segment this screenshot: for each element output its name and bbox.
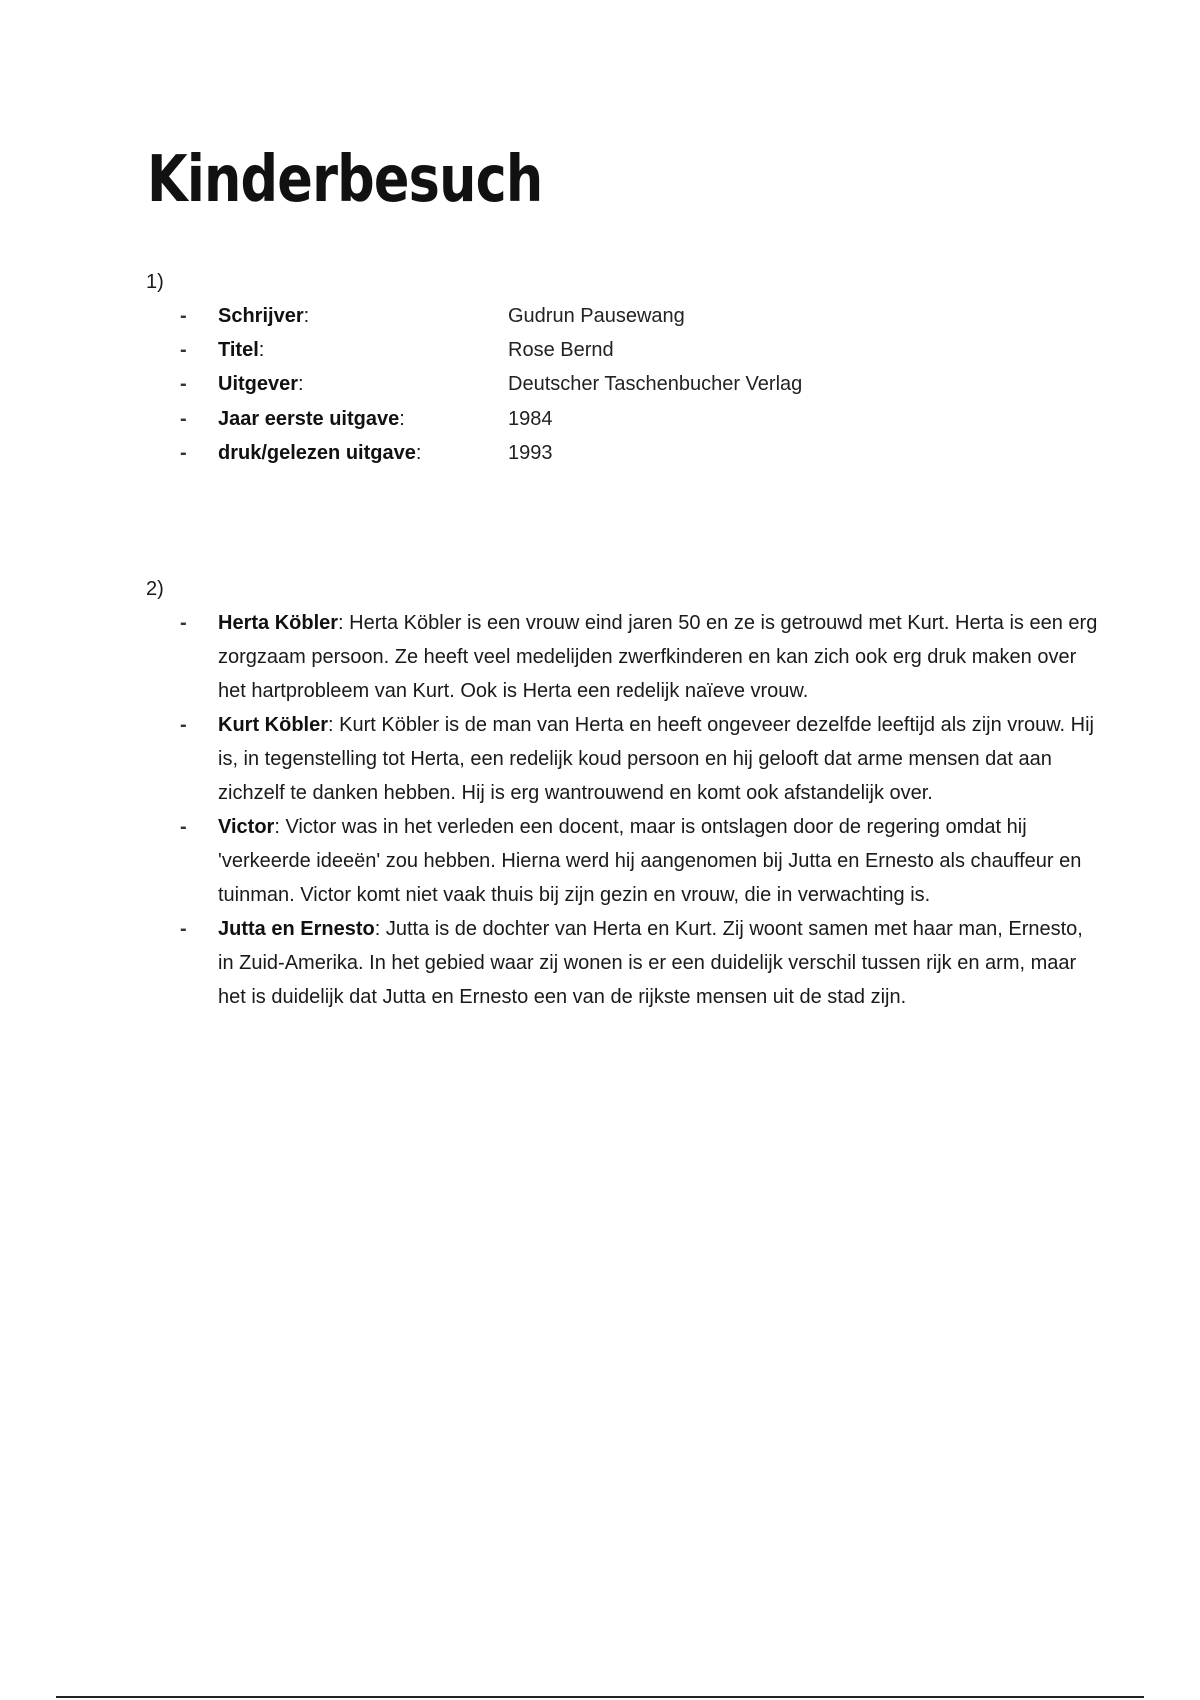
book-info-row-first-edition <box>180 402 1080 436</box>
character-name: Victor <box>218 816 275 838</box>
list-dash: - <box>180 612 187 634</box>
character-name: Herta Köbler <box>218 612 339 634</box>
section-2-number: 2) <box>146 578 164 600</box>
book-info-list <box>180 299 1080 470</box>
character-list <box>180 606 1100 1014</box>
character-description: Jutta en Ernesto: Jutta is de dochter van Herta en Kurt. Zij woont samen met haar man, Ernesto, in Zuid-Amerika. In het gebied waar zij wonen is er een duidelijk verschil tussen rijk en arm, maar het is duidelijk dat Jutta en Ernesto een van de rijkste mensen uit de stad zijn. <box>218 918 1083 1008</box>
list-dash: - <box>180 441 187 464</box>
character-item-herta <box>180 606 1100 708</box>
bottom-divider <box>56 1696 1144 1698</box>
section-1-number: 1) <box>146 271 164 293</box>
list-dash: - <box>180 918 187 940</box>
book-info-label: druk/gelezen uitgave: <box>218 441 422 464</box>
page-title: Kinderbesuch <box>147 143 543 217</box>
book-info-row-title <box>180 333 1080 367</box>
character-description: Herta Köbler: Herta Köbler is een vrouw eind jaren 50 en ze is getrouwd met Kurt. Herta is een erg zorgzaam persoon. Ze heeft veel medelijden zwerfkinderen en kan zich ook erg druk maken over het hartprobleem van Kurt. Ook is Herta een redelijk naïeve vrouw. <box>218 612 1098 702</box>
list-dash: - <box>180 339 187 362</box>
character-item-jutta-ernesto <box>180 912 1100 1014</box>
book-info-label: Schrijver: <box>218 305 310 327</box>
list-dash: - <box>180 373 187 396</box>
character-description: Kurt Köbler: Kurt Köbler is de man van Herta en heeft ongeveer dezelfde leeftijd als zijn vrouw. Hij is, in tegenstelling tot Herta, een redelijk koud persoon en hij gelooft dat arme mensen dat aan zichzelf te danken hebben. Hij is erg wantrouwend en komt ook afstandelijk over. <box>218 714 1094 804</box>
book-info-value: Gudrun Pausewang <box>508 305 685 327</box>
list-dash: - <box>180 407 187 430</box>
list-dash: - <box>180 816 187 838</box>
book-info-value: 1984 <box>508 407 553 430</box>
character-item-victor <box>180 810 1100 912</box>
book-info-label: Uitgever: <box>218 373 304 396</box>
book-info-row-author <box>180 299 1080 333</box>
character-name: Jutta en Ernesto <box>218 918 375 940</box>
book-info-label: Jaar eerste uitgave: <box>218 407 405 430</box>
book-info-value: Rose Bernd <box>508 339 614 362</box>
book-info-row-edition-read <box>180 436 1080 470</box>
book-info-value: Deutscher Taschenbucher Verlag <box>508 373 803 396</box>
character-name: Kurt Köbler <box>218 714 328 736</box>
list-dash: - <box>180 305 187 327</box>
character-description: Victor: Victor was in het verleden een docent, maar is ontslagen door de regering omdat hij 'verkeerde ideeën' zou hebben. Hierna werd hij aangenomen bij Jutta en Ernesto als chauffeur en tuinman. Victor komt niet vaak thuis bij zijn gezin en vrouw, die in verwachting is. <box>218 816 1082 906</box>
book-info-row-publisher <box>180 367 1080 401</box>
book-info-label: Titel: <box>218 339 265 362</box>
character-item-kurt <box>180 708 1100 810</box>
book-info-value: 1993 <box>508 441 553 464</box>
list-dash: - <box>180 714 187 736</box>
